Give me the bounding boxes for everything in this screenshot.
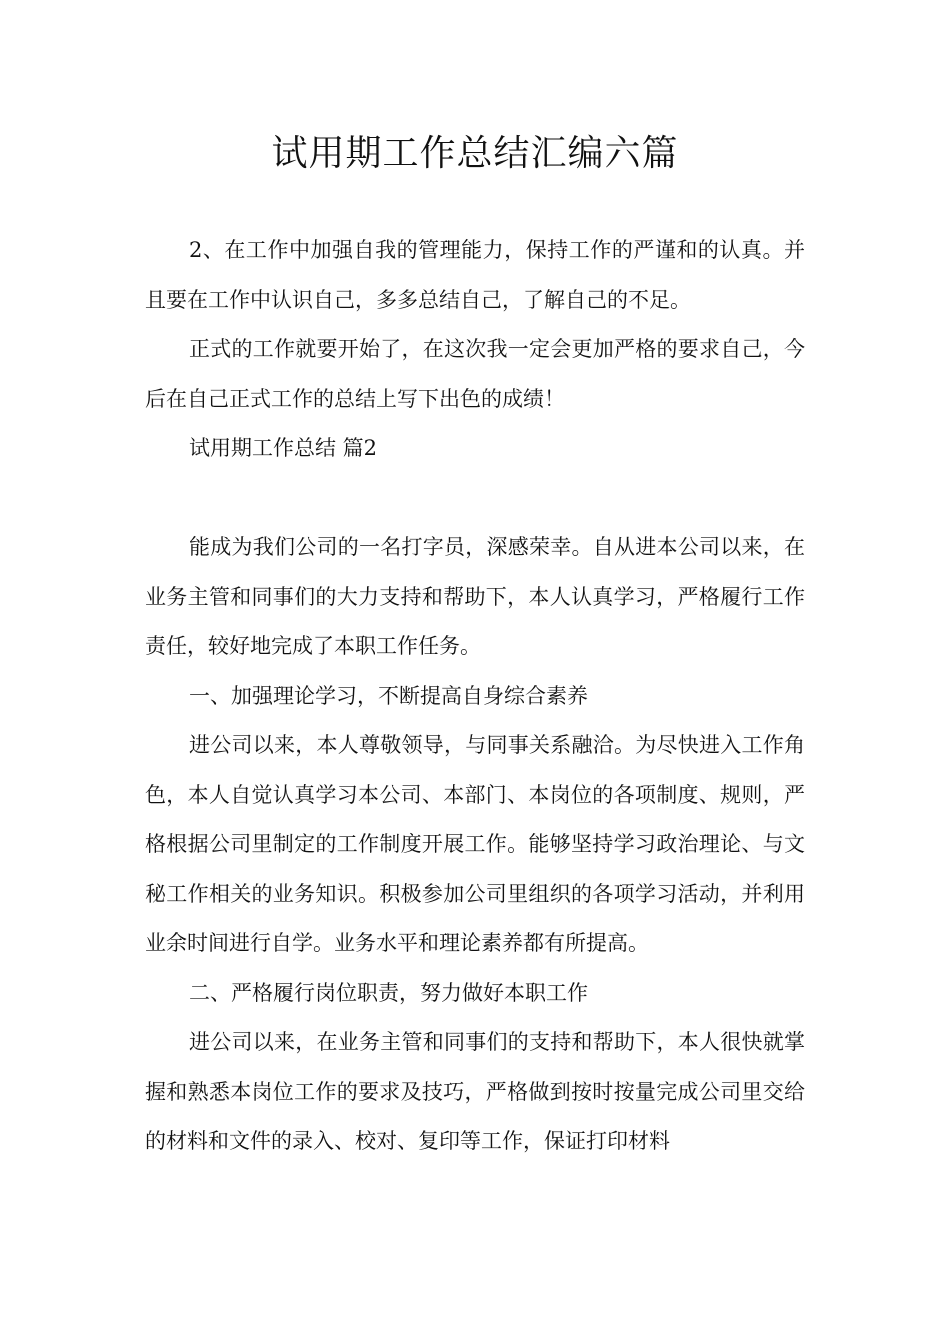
subheading-1: 一、加强理论学习，不断提高自身综合素养 xyxy=(189,683,588,708)
paragraph-5: 进公司以来，在业务主管和同事们的支持和帮助下，本人很快就掌握和熟悉本岗位工作的要求及技巧，严格做到按时按量完成公司里交给的材料和文件的录入、校对、复印等工作，保证打印材料 xyxy=(145,1030,805,1153)
paragraph-3: 能成为我们公司的一名打字员，深感荣幸。自从进本公司以来，在业务主管和同事们的大力支持和帮助下，本人认真学习，严格履行工作责任，较好地完成了本职工作任务。 xyxy=(145,535,805,658)
paragraph-2: 正式的工作就要开始了，在这次我一定会更加严格的要求自己，今后在自己正式工作的总结上写下出色的成绩！ xyxy=(145,337,805,411)
paragraph-1: 2、在工作中加强自我的管理能力，保持工作的严谨和的认真。并且要在工作中认识自己，多多总结自己，了解自己的不足。 xyxy=(145,238,805,312)
document-body xyxy=(145,226,805,1167)
subheading-2: 二、严格履行岗位职责，努力做好本职工作 xyxy=(189,980,588,1005)
paragraph-4: 进公司以来，本人尊敬领导，与同事关系融洽。为尽快进入工作角色，本人自觉认真学习本公司、本部门、本岗位的各项制度、规则，严格根据公司里制定的工作制度开展工作。能够坚持学习政治理论、与文秘工作相关的业务知识。积极参加公司里组织的各项学习活动，并利用业余时间进行自学。业务水平和理论素养都有所提高。 xyxy=(145,733,805,955)
section-heading-2: 试用期工作总结 篇2 xyxy=(189,436,378,460)
blank-line xyxy=(145,474,805,524)
document-title: 试用期工作总结汇编六篇 xyxy=(271,133,679,174)
